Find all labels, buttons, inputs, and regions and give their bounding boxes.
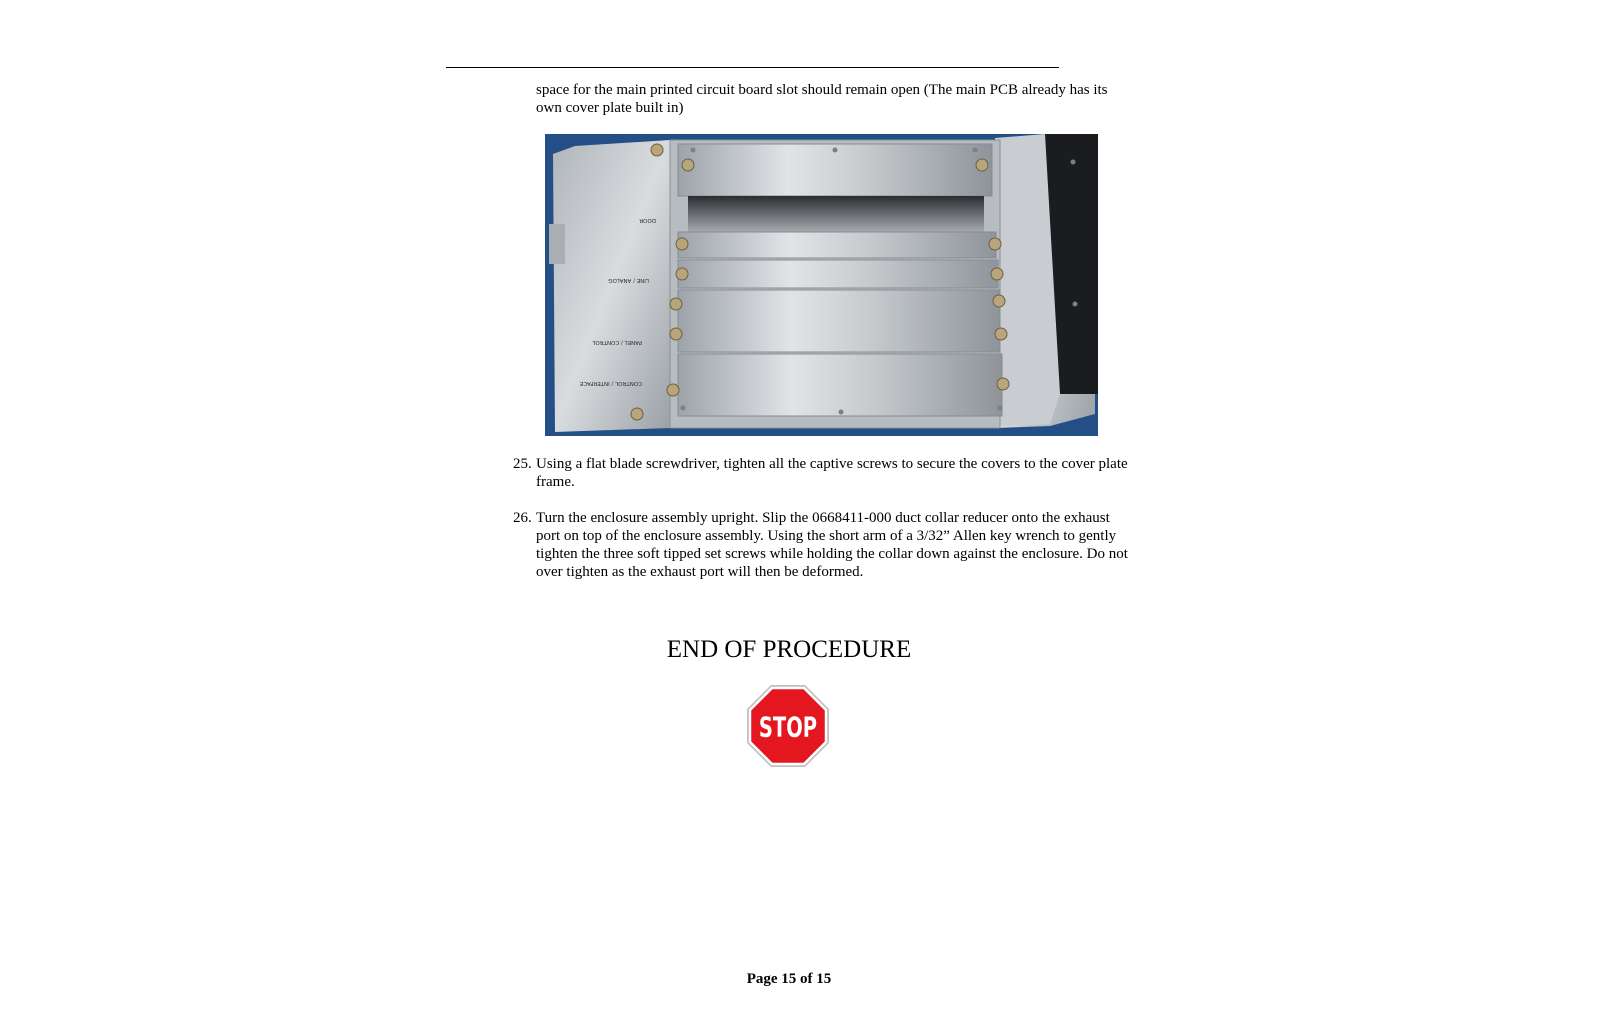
header-rule <box>446 67 1059 68</box>
step-25-text: Using a flat blade screwdriver, tighten all the captive screws to secure the covers to the cover plate frame. <box>536 456 1128 490</box>
page-number-footer: Page 15 of 15 <box>746 971 832 987</box>
photo-label-door: DOOR <box>639 217 656 223</box>
step-26-number: 26. <box>513 510 532 526</box>
step-26-text: Turn the enclosure assembly upright. Slip the 0668411-000 duct collar reducer onto the exhaust port on top of the enclosure assembly. Using the short arm of a 3/32” Allen key wrench to gently tighten the three soft tipped set screws while holding the collar down against the enclosure. Do not over tighten as the exhaust port will then be deformed. <box>536 510 1128 580</box>
photo-label-panel-control: PANEL / CONTROL <box>592 339 642 345</box>
enclosure-photo <box>545 134 1098 436</box>
stop-sign-text: STOP <box>758 711 818 744</box>
continuation-paragraph: space for the main printed circuit board slot should remain open (The main PCB already has its own cover plate built in) <box>536 82 1108 116</box>
photo-label-control-interface: CONTROL / INTERFACE <box>579 380 642 386</box>
step-25-number: 25. <box>513 456 532 472</box>
enclosure-photo-drawing <box>545 134 1098 436</box>
end-of-procedure-heading: END OF PROCEDURE <box>666 636 912 663</box>
photo-label-line-analog: LINE / ANALOG <box>608 277 649 283</box>
stop-sign-icon <box>746 684 830 768</box>
